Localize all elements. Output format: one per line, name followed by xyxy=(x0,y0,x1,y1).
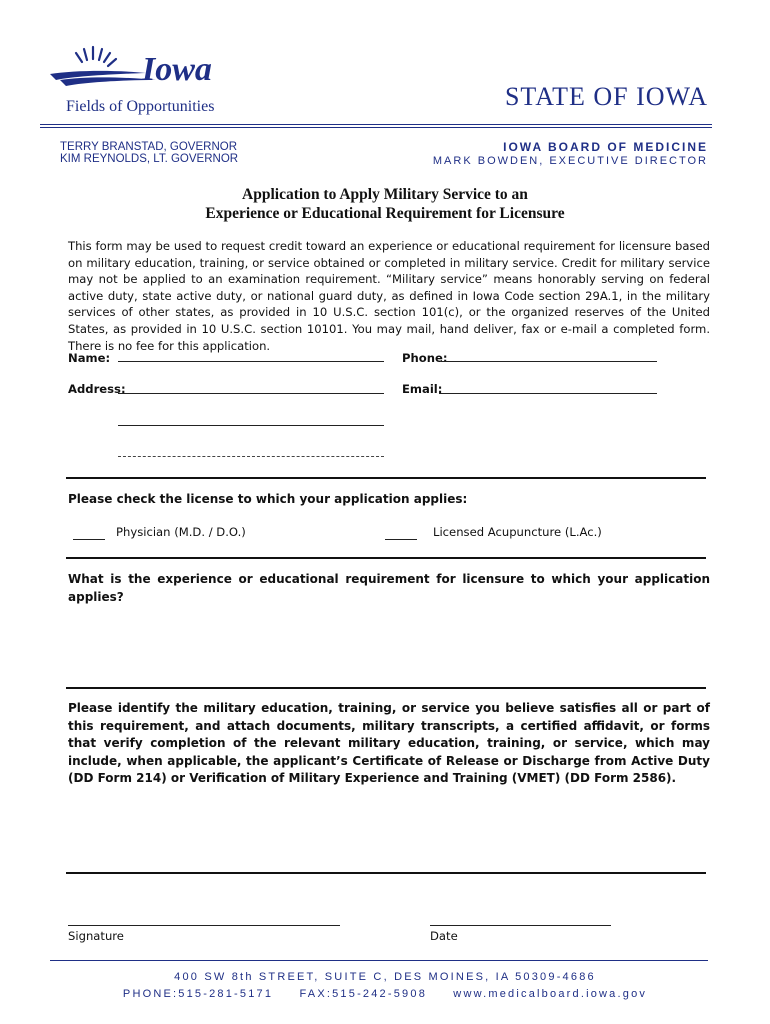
requirement-question: What is the experience or educational requirement for licensure to which your application applies? xyxy=(68,572,710,604)
intro-paragraph: This form may be used to request credit toward an experience or educational requirement for licensure based on military education, training, or service obtained or completed in military service. Credit for military service may not be applied to an examination requirement. “Military service” means honorably serving on federal active duty, state active duty, or national guard duty, as defined in Iowa Code section 29A.1, in the military services of other states, as provided in 10 U.S.C. section 101(c), or the organized reserves of the United States, as provided in 10 U.S.C. section 10101. You may mail, hand deliver, fax or e-mail a completed form. There is no fee for this application. xyxy=(68,239,710,353)
iowa-logo xyxy=(46,40,226,96)
footer-address: 400 SW 8th STREET, SUITE C, DES MOINES, IA 50309-4686 xyxy=(174,971,596,983)
phone-field[interactable] xyxy=(441,361,657,362)
board-name: IOWA BOARD OF MEDICINE xyxy=(503,140,708,154)
lt-governor: KIM REYNOLDS, LT. GOVERNOR xyxy=(60,153,239,165)
acupuncture-option-label: Licensed Acupuncture (L.Ac.) xyxy=(433,525,602,539)
footer-contact xyxy=(0,988,770,1000)
date-field[interactable] xyxy=(430,925,611,926)
signature-field[interactable] xyxy=(68,925,340,926)
section-divider xyxy=(66,687,706,689)
signature-label: Signature xyxy=(68,929,124,943)
address-field-line1[interactable] xyxy=(118,393,384,394)
address-field-line2[interactable] xyxy=(118,425,384,426)
requirement-answer-area[interactable] xyxy=(68,592,704,684)
phone-label: Phone: xyxy=(402,351,448,365)
section-divider xyxy=(66,477,706,479)
footer-rule xyxy=(50,960,708,961)
tagline: Fields of Opportunities xyxy=(66,98,215,115)
state-title: STATE OF IOWA xyxy=(504,82,708,111)
email-label: Email: xyxy=(402,382,443,396)
address-field-line3[interactable] xyxy=(118,456,384,457)
logo-wordmark: Iowa xyxy=(142,51,212,88)
footer-website[interactable]: www.medicalboard.iowa.gov xyxy=(453,988,648,1000)
footer-fax: FAX:515-242-5908 xyxy=(299,988,428,1000)
military-question: Please identify the military education, training, or service you believe satisfies all or part of this requirement, and attach documents, military transcripts, a certified affidavit, or forms that verify completion of the relevant military education, training, or service, which may include, when applicable, the applicant’s Certificate of Release or Discharge from Active Duty (DD Form 214) or Verification of Military Experience and Training (VMET) (DD Form 2586). xyxy=(68,701,710,785)
physician-checkbox[interactable] xyxy=(73,539,105,540)
section-divider xyxy=(66,557,706,559)
email-field[interactable] xyxy=(439,393,657,394)
form-title-line1: Application to Apply Military Service to an xyxy=(242,186,528,203)
governor: TERRY BRANSTAD, GOVERNOR xyxy=(60,141,238,153)
name-field[interactable] xyxy=(118,361,384,362)
license-question: Please check the license to which your application applies: xyxy=(68,492,468,506)
executive-director: MARK BOWDEN, EXECUTIVE DIRECTOR xyxy=(432,155,708,167)
section-divider xyxy=(66,872,706,874)
military-answer-area[interactable] xyxy=(68,795,704,869)
form-title-line2: Experience or Educational Requirement for Licensure xyxy=(205,205,565,222)
footer-phone: PHONE:515-281-5171 xyxy=(122,988,274,1000)
physician-option-label: Physician (M.D. / D.O.) xyxy=(116,525,246,539)
date-label: Date xyxy=(430,929,458,943)
acupuncture-checkbox[interactable] xyxy=(385,539,417,540)
name-label: Name: xyxy=(68,351,111,365)
header-rule xyxy=(40,124,712,128)
address-label: Address: xyxy=(68,382,126,396)
